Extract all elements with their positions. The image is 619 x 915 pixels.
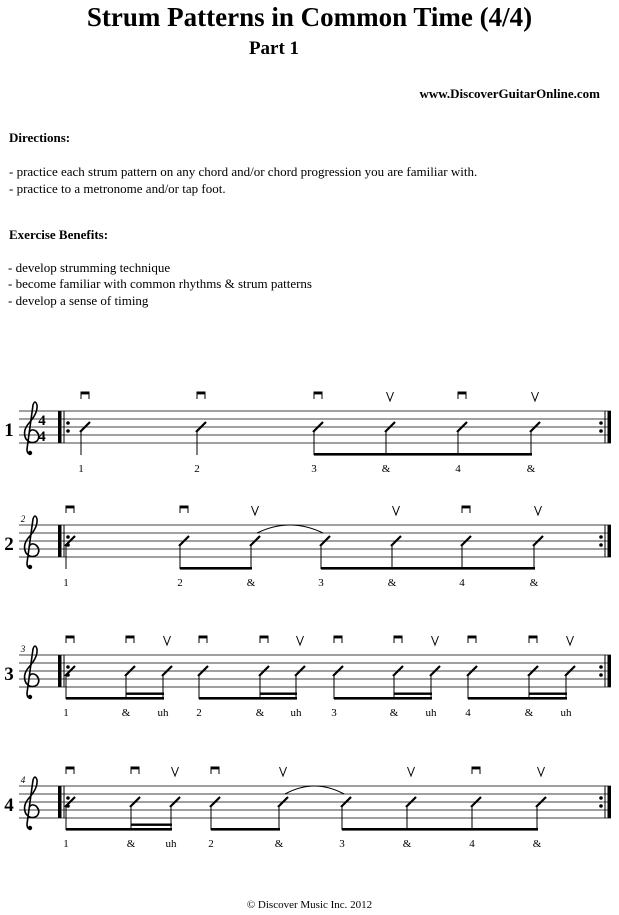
repeat-barline-thick (58, 655, 62, 687)
note-beam (180, 567, 252, 570)
note-beam (321, 567, 535, 570)
up-stroke-icon (532, 392, 539, 401)
down-stroke-bar (180, 506, 188, 508)
time-signature-top: 4 (38, 413, 46, 429)
exercise-number: 3 (4, 664, 14, 685)
repeat-barline-thick (58, 411, 62, 443)
down-stroke-bar (468, 636, 476, 638)
repeat-dot (599, 673, 603, 677)
repeat-barline-thick (608, 411, 612, 443)
website-url: www.DiscoverGuitarOnline.com (419, 86, 600, 101)
count-label: 2 (194, 463, 200, 475)
up-stroke-icon (538, 767, 545, 776)
up-stroke-icon (432, 636, 439, 645)
benefits-item: - develop strumming technique (8, 260, 171, 275)
up-stroke-icon (387, 392, 394, 401)
note-beam (342, 828, 538, 831)
repeat-dot (66, 796, 70, 800)
note-beam-secondary (131, 824, 172, 826)
count-label: 4 (459, 577, 465, 589)
down-stroke-bar (529, 636, 537, 638)
repeat-dot (66, 665, 70, 669)
down-stroke-bar (314, 392, 322, 394)
count-label: 4 (455, 463, 461, 475)
benefits-item: - develop a sense of timing (8, 293, 149, 308)
treble-clef-stroke (25, 646, 39, 698)
down-stroke-bar (260, 636, 268, 638)
note-beam-secondary (394, 693, 432, 695)
up-stroke-icon (280, 767, 287, 776)
up-stroke-icon (393, 506, 400, 515)
page-subtitle: Part 1 (248, 38, 300, 59)
treble-clef-stroke (25, 516, 39, 568)
down-stroke-bar (472, 767, 480, 769)
repeat-dot (599, 421, 603, 425)
repeat-dot (599, 543, 603, 547)
count-label: uh (157, 707, 169, 719)
note-beam-secondary (126, 693, 164, 695)
up-stroke-icon (297, 636, 304, 645)
down-stroke-bar (126, 636, 134, 638)
up-stroke-icon (535, 506, 542, 515)
copyright-footer: © Discover Music Inc. 2012 (246, 899, 373, 911)
down-stroke-bar (66, 506, 74, 508)
count-label: uh (290, 707, 302, 719)
count-label: & (255, 707, 265, 719)
count-label: & (524, 707, 534, 719)
exercise-number: 2 (4, 534, 14, 555)
down-stroke-bar (211, 767, 219, 769)
up-stroke-icon (252, 506, 259, 515)
note-beam (468, 697, 567, 700)
measure-number: 2 (20, 514, 26, 524)
count-label: & (402, 838, 412, 850)
up-stroke-icon (567, 636, 574, 645)
note-beam (66, 828, 172, 831)
count-label: uh (425, 707, 437, 719)
count-label: 2 (196, 707, 202, 719)
count-label: & (381, 463, 391, 475)
repeat-dot (599, 535, 603, 539)
down-stroke-bar (334, 636, 342, 638)
treble-clef-dot (28, 826, 32, 830)
benefits-heading: Exercise Benefits: (9, 227, 109, 242)
down-stroke-bar (66, 636, 74, 638)
down-stroke-bar (81, 392, 89, 394)
count-label: & (274, 838, 284, 850)
tie-arc (257, 525, 323, 533)
count-label: 2 (208, 838, 214, 850)
count-label: 2 (177, 577, 183, 589)
repeat-barline-thick (58, 786, 62, 818)
count-label: & (526, 463, 536, 475)
count-label: & (246, 577, 256, 589)
count-label: 1 (63, 707, 69, 719)
down-stroke-bar (66, 767, 74, 769)
treble-clef-stroke (25, 777, 39, 829)
time-signature-bottom: 4 (38, 429, 46, 445)
repeat-dot (66, 535, 70, 539)
count-label: uh (165, 838, 177, 850)
treble-clef-dot (28, 451, 32, 455)
repeat-dot (599, 665, 603, 669)
count-label: 1 (63, 838, 69, 850)
treble-clef-icon (25, 516, 39, 569)
count-label: 3 (318, 577, 324, 589)
treble-clef-icon (25, 402, 39, 455)
repeat-dot (66, 421, 70, 425)
down-stroke-bar (199, 636, 207, 638)
repeat-dot (599, 796, 603, 800)
count-label: & (389, 707, 399, 719)
exercise-number: 1 (4, 420, 14, 441)
repeat-dot (599, 804, 603, 808)
treble-clef-dot (28, 565, 32, 569)
note-beam (334, 697, 432, 700)
down-stroke-bar (462, 506, 470, 508)
count-label: 4 (469, 838, 475, 850)
up-stroke-icon (172, 767, 179, 776)
treble-clef-dot (28, 695, 32, 699)
count-label: 3 (311, 463, 317, 475)
down-stroke-bar (131, 767, 139, 769)
repeat-dot (66, 429, 70, 433)
treble-clef-stroke (25, 402, 39, 454)
page-title: Strum Patterns in Common Time (4/4) (86, 2, 533, 32)
note-beam (66, 697, 164, 700)
down-stroke-bar (458, 392, 466, 394)
count-label: & (126, 838, 136, 850)
count-label: 3 (331, 707, 337, 719)
count-label: & (387, 577, 397, 589)
count-label: 4 (465, 707, 471, 719)
note-beam-secondary (260, 693, 297, 695)
count-label: & (532, 838, 542, 850)
note-beam-secondary (529, 693, 567, 695)
directions-item: - practice to a metronome and/or tap foot. (9, 181, 226, 196)
tie-arc (285, 786, 344, 794)
measure-number: 3 (20, 644, 26, 654)
treble-clef-icon (25, 646, 39, 699)
repeat-dot (599, 429, 603, 433)
note-beam (199, 697, 297, 700)
note-beam (314, 453, 532, 456)
count-label: & (529, 577, 539, 589)
repeat-barline-thick (608, 655, 612, 687)
treble-clef-icon (25, 777, 39, 830)
count-label: & (121, 707, 131, 719)
directions-heading: Directions: (9, 130, 71, 145)
measure-number: 4 (20, 775, 26, 785)
down-stroke-bar (394, 636, 402, 638)
exercise-number: 4 (4, 795, 14, 816)
count-label: 1 (78, 463, 84, 475)
note-beam (211, 828, 280, 831)
repeat-barline-thick (608, 525, 612, 557)
up-stroke-icon (408, 767, 415, 776)
count-label: uh (560, 707, 572, 719)
down-stroke-bar (197, 392, 205, 394)
count-label: 3 (339, 838, 345, 850)
benefits-item: - become familiar with common rhythms & strum patterns (8, 276, 312, 291)
directions-item: - practice each strum pattern on any chord and/or chord progression you are familiar with. (9, 164, 478, 179)
repeat-barline-thick (608, 786, 612, 818)
count-label: 1 (63, 577, 69, 589)
repeat-barline-thick (58, 525, 62, 557)
up-stroke-icon (164, 636, 171, 645)
